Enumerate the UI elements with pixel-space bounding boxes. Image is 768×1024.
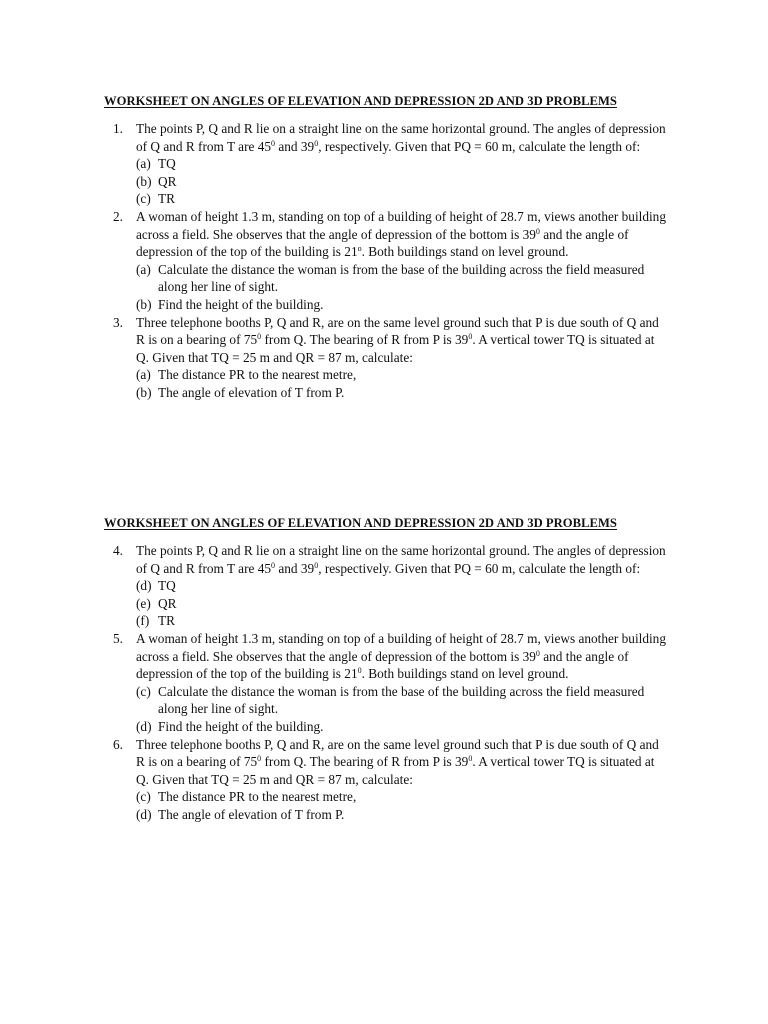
part-text: The angle of elevation of T from P.: [158, 806, 345, 822]
part-text: Calculate the distance the woman is from the base of the building across the field measured along her line of sight.: [158, 261, 645, 295]
question-text: Three telephone booths P, Q and R, are on the same level ground such that P is due south of Q and R is on a bearing of $75^0$ from Q. The bearing of R from P is $39^0$. A vertical tower TQ is situated at Q. Given that TQ = 25 m and QR = 87 m, calculate:: [136, 736, 659, 787]
part-label: (f): [136, 613, 150, 629]
question-text: A woman of height 1.3 m, standing on top of a building of height of 28.7 m, views another building across a field. She observes that the angle of depression of the bottom is $39^0$ and the angle of depression of the top of the building is $21^0$. Both buildings stand on level ground.: [136, 630, 666, 682]
part-label: (c): [136, 191, 151, 207]
worksheet-title: WORKSHEET ON ANGLES OF ELEVATION AND DEPRESSION 2D AND 3D PROBLEMS: [104, 516, 617, 530]
part-text: The distance PR to the nearest metre,: [158, 789, 357, 805]
part-text: QR: [158, 173, 177, 189]
question-list: [0, 120, 768, 402]
part-label: (d): [136, 806, 152, 822]
question-part: [0, 683, 668, 718]
part-label: (d): [136, 718, 152, 734]
question-list: [0, 542, 768, 824]
question-text: The points P, Q and R lie on a straight line on the same horizontal ground. The angles of depression of Q and R from T are $45^0$ and $39^0$, respectively. Given that PQ = 60 m, calculate the length of:: [136, 543, 666, 576]
question-part: [0, 595, 668, 613]
part-text: The angle of elevation of T from P.: [158, 384, 345, 400]
part-text: Calculate the distance the woman is from the base of the building across the field measured along her line of sight.: [158, 683, 645, 717]
part-label: (b): [136, 296, 152, 312]
question-number: 4.: [113, 543, 123, 558]
part-label: (a): [136, 156, 151, 172]
question-5: [0, 630, 668, 683]
part-label: (e): [136, 595, 151, 611]
question-number: 2.: [113, 208, 123, 224]
question-part: [0, 806, 668, 824]
part-text: Find the height of the building.: [158, 296, 324, 312]
question-part: [0, 261, 668, 296]
part-label: (c): [136, 683, 151, 699]
part-text: Find the height of the building.: [158, 718, 324, 734]
question-4: [0, 542, 668, 577]
part-label: (a): [136, 367, 151, 383]
question-part: [0, 366, 668, 384]
question-text: The points P, Q and R lie on a straight line on the same horizontal ground. The angles of depression of Q and R from T are $45^0$ and $39^0$, respectively. Given that PQ = 60 m, calculate the length of:: [136, 121, 666, 154]
part-text: TQ: [158, 156, 176, 172]
part-label: (d): [136, 578, 152, 594]
question-6: [0, 736, 668, 789]
question-1: [0, 120, 668, 155]
part-label: (a): [136, 261, 151, 277]
question-number: 3.: [113, 314, 123, 330]
question-part: [0, 612, 668, 630]
part-text: TQ: [158, 578, 176, 594]
question-part: [0, 577, 668, 595]
question-part: [0, 384, 668, 402]
question-number: 6.: [113, 736, 123, 752]
question-part: [0, 155, 668, 173]
part-text: TR: [158, 613, 175, 629]
question-text: A woman of height 1.3 m, standing on top of a building of height of 28.7 m, views another building across a field. She observes that the angle of depression of the bottom is $39^0$ and the angle of depression of the top of the building is 21$^o$. Both buildings stand on level ground.: [136, 208, 666, 260]
question-text: Three telephone booths P, Q and R, are on the same level ground such that P is due south of Q and R is on a bearing of $75^0$ from Q. The bearing of R from P is $39^0$. A vertical tower TQ is situated at Q. Given that TQ = 25 m and QR = 87 m, calculate:: [136, 314, 659, 365]
part-label: (b): [136, 173, 152, 189]
part-text: TR: [158, 191, 175, 207]
part-text: The distance PR to the nearest metre,: [158, 367, 357, 383]
worksheet-title: WORKSHEET ON ANGLES OF ELEVATION AND DEPRESSION 2D AND 3D PROBLEMS: [104, 94, 617, 108]
question-part: [0, 173, 668, 191]
question-part: [0, 718, 668, 736]
question-3: [0, 314, 668, 367]
question-part: [0, 788, 668, 806]
question-number: 5.: [113, 630, 123, 646]
part-label: (c): [136, 789, 151, 805]
question-number: 1.: [113, 121, 123, 136]
part-label: (b): [136, 384, 152, 400]
question-part: [0, 190, 668, 208]
part-text: QR: [158, 595, 177, 611]
question-2: [0, 208, 668, 261]
question-part: [0, 296, 668, 314]
